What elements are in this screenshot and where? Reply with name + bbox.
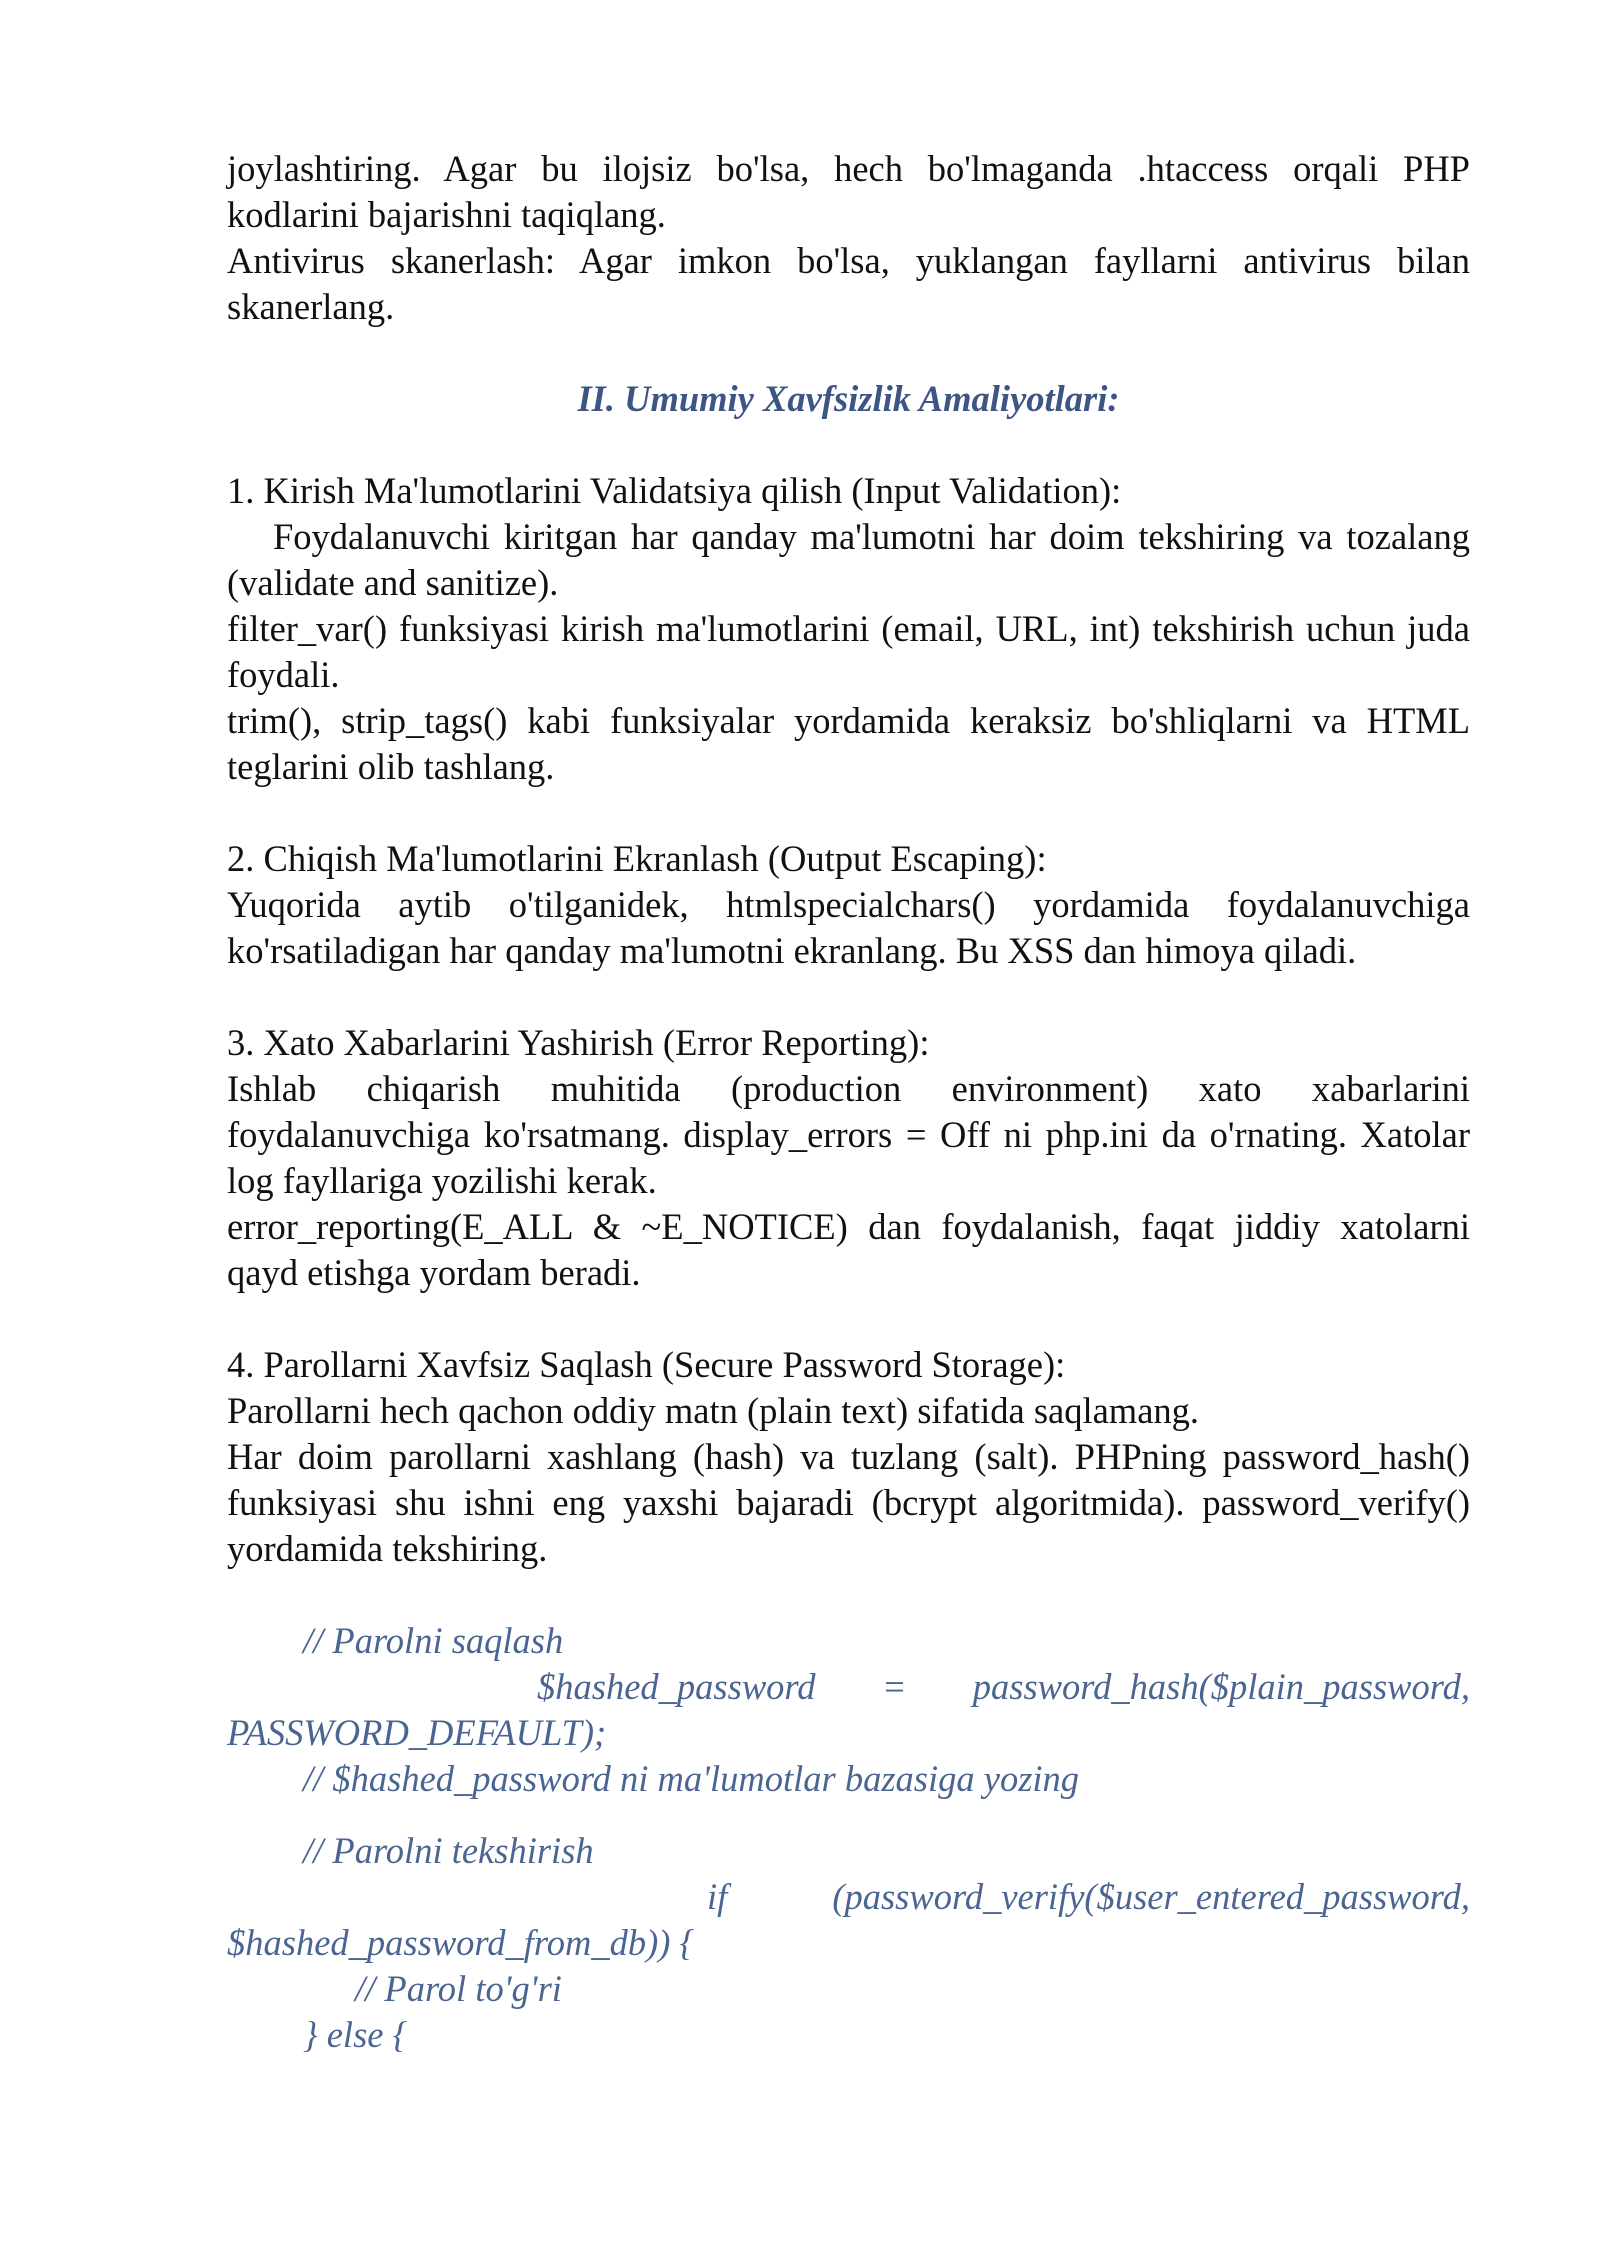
section-2-paragraph-1: Yuqorida aytib o'tilganidek, htmlspecialchars() yordamida foydalanuvchiga ko'rsatiladigan har qanday ma'lumotni ekranlang. Bu XSS dan himoya qiladi. bbox=[227, 884, 1470, 971]
section-1-paragraph-2: filter_var() funksiyasi kirish ma'lumotlarini (email, URL, int) tekshirish uchun juda foydali. bbox=[227, 608, 1470, 695]
code-hash-line-b: PASSWORD_DEFAULT); bbox=[227, 1712, 607, 1753]
section-1-title: 1. Kirish Ma'lumotlarini Validatsiya qilish (Input Validation): bbox=[227, 470, 1122, 511]
section-3-paragraph-1: Ishlab chiqarish muhitida (production environment) xato xabarlarini foydalanuvchiga ko'rsatmang. display_errors = Off ni php.ini da o'rnating. Xatolar log fayllariga yozilishi kerak. bbox=[227, 1068, 1470, 1201]
section-3-paragraph-2: error_reporting(E_ALL & ~E_NOTICE) dan foydalanish, faqat jiddiy xatolarni qayd etishga yordam beradi. bbox=[227, 1206, 1470, 1293]
section-4-paragraph-1: Parollarni hech qachon oddiy matn (plain text) sifatida saqlamang. bbox=[227, 1390, 1200, 1431]
section-heading: II. Umumiy Xavfsizlik Amaliyotlari: bbox=[577, 378, 1120, 419]
code-if-line-a: if (password_verify($user_entered_password, bbox=[707, 1876, 1470, 1917]
intro-line-2: kodlarini bajarishni taqiqlang. bbox=[227, 194, 666, 235]
code-comment-db: // $hashed_password ni ma'lumotlar bazasiga yozing bbox=[303, 1758, 1080, 1799]
section-3-title: 3. Xato Xabarlarini Yashirish (Error Reporting): bbox=[227, 1022, 930, 1063]
code-if-line-b: $hashed_password_from_db)) { bbox=[227, 1922, 695, 1963]
code-else-line: } else { bbox=[303, 2014, 408, 2055]
document-page bbox=[227, 146, 1470, 2058]
code-hash-line-a: $hashed_password = password_hash($plain_password, bbox=[537, 1666, 1470, 1707]
section-1-paragraph-1: Foydalanuvchi kiritgan har qanday ma'lumotni har doim tekshiring va tozalang (validate and sanitize). bbox=[227, 516, 1470, 603]
section-4-title: 4. Parollarni Xavfsiz Saqlash (Secure Password Storage): bbox=[227, 1344, 1066, 1385]
code-comment-correct: // Parol to'g'ri bbox=[355, 1968, 562, 2009]
intro-line-1: joylashtiring. Agar bu ilojsiz bo'lsa, hech bo'lmaganda .htaccess orqali PHP bbox=[227, 148, 1470, 189]
section-1-paragraph-3: trim(), strip_tags() kabi funksiyalar yordamida keraksiz bo'shliqlarni va HTML teglarini olib tashlang. bbox=[227, 700, 1470, 787]
section-4-paragraph-2: Har doim parollarni xashlang (hash) va tuzlang (salt). PHPning password_hash() funksiyasi shu ishni eng yaxshi bajaradi (bcrypt algoritmida). password_verify() yordamida tekshiring. bbox=[227, 1436, 1470, 1569]
code-comment-save: // Parolni saqlash bbox=[303, 1620, 564, 1661]
section-2-title: 2. Chiqish Ma'lumotlarini Ekranlash (Output Escaping): bbox=[227, 838, 1047, 879]
antivirus-paragraph: Antivirus skanerlash: Agar imkon bo'lsa, yuklangan fayllarni antivirus bilan skanerlang. bbox=[227, 240, 1470, 327]
code-comment-verify: // Parolni tekshirish bbox=[303, 1830, 594, 1871]
